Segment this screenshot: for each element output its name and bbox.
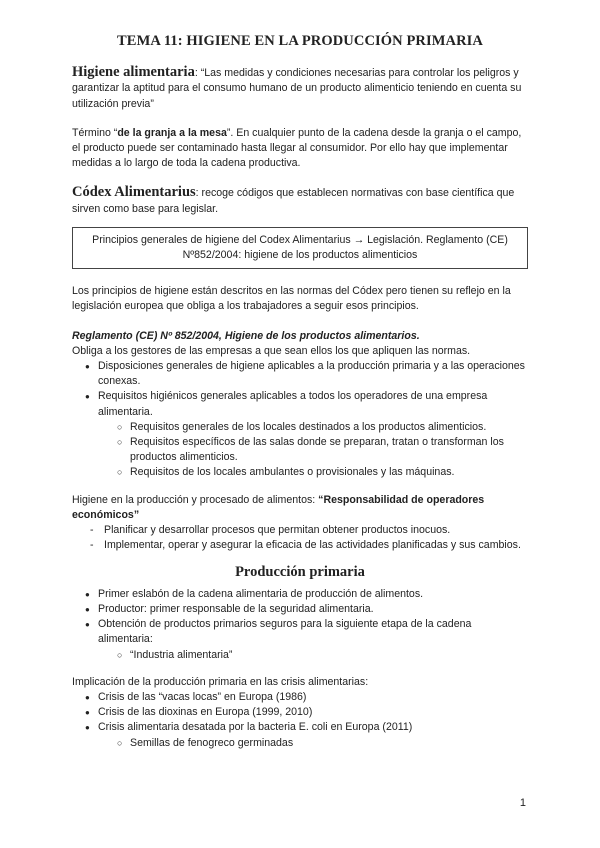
sub-list-item: ○ Requisitos de los locales ambulantes o provisionales y las máquinas.	[72, 465, 528, 480]
box-line-2: Nº852/2004: higiene de los productos alimenticios	[182, 249, 418, 262]
list-item: ● Productor: primer responsable de la seguridad alimentaria.	[72, 602, 528, 617]
sub-list-item: ○ Requisitos específicos de las salas donde se preparan, tratan o transforman los productos alimenticios.	[72, 435, 528, 465]
produccion-sublist	[72, 648, 528, 663]
responsabilidad-paragraph	[72, 493, 528, 523]
page-number: 1	[519, 797, 526, 809]
granja-bold: de la granja a la mesa	[117, 126, 227, 139]
list-item: ● Obtención de productos primarios seguros para la siguiente etapa de la cadena alimentaria:	[72, 617, 528, 647]
sub-list-item: ○ Semillas de fenogreco germinadas	[72, 736, 528, 751]
list-item: ● Disposiciones generales de higiene aplicables a la producción primaria y a las operaciones conexas.	[72, 359, 528, 389]
crisis-list	[72, 690, 528, 736]
legislation-box	[72, 227, 528, 269]
responsabilidad-bold: “Responsabilidad de operadores económicos”	[72, 493, 485, 521]
reglamento-sublist	[72, 420, 528, 481]
produccion-list	[72, 587, 528, 648]
list-item: - Planificar y desarrollar procesos que permitan obtener productos inocuos.	[72, 523, 528, 538]
reglamento-list	[72, 359, 528, 420]
granja-pre: Término “	[72, 126, 118, 139]
granja-post: ”. En cualquier punto de la cadena desde la granja o el campo, el producto puede ser contaminado hasta llegar al consumidor. Por ello hay que implementar medidas a lo largo de toda la cadena productiva.	[72, 126, 522, 170]
list-item: ● Crisis alimentaria desatada por la bacteria E. coli en Europa (2011)	[72, 720, 528, 735]
list-item-text: Requisitos higiénicos generales aplicables a todos los operadores de una empresa alimentaria.	[98, 390, 488, 418]
higiene-paragraph	[72, 65, 528, 112]
responsabilidad-list	[72, 523, 528, 553]
produccion-heading: Producción primaria	[235, 564, 365, 581]
crisis-intro: Implicación de la producción primaria en las crisis alimentarias:	[72, 675, 369, 688]
codex-term: Códex Alimentarius	[72, 184, 196, 201]
granja-paragraph	[72, 126, 528, 172]
box-line-1: Principios generales de higiene del Codex Alimentarius → Legislación. Reglamento (CE)	[92, 233, 508, 246]
responsabilidad-pre: Higiene en la producción y procesado de alimentos:	[72, 493, 319, 506]
principios-paragraph: Los principios de higiene están descritos en las normas del Códex pero tienen su reflejo en la legislación europea que obliga a los trabajadores a seguir esos principios.	[72, 285, 511, 313]
reglamento-heading: Reglamento (CE) Nº 852/2004, Higiene de los productos alimentarios.	[72, 329, 420, 342]
higiene-definition: : “Las medidas y condiciones necesarias para controlar los peligros y garantizar la aptitud para el consumo humano de un producto alimenticio teniendo en cuenta su utilización previa”	[72, 67, 522, 110]
list-item: ● Primer eslabón de la cadena alimentaria de producción de alimentos.	[72, 587, 528, 602]
list-item: ● Crisis de las dioxinas en Europa (1999, 2010)	[72, 705, 528, 720]
page-title: TEMA 11: HIGIENE EN LA PRODUCCIÓN PRIMARIA	[117, 33, 483, 49]
sub-list-item: ○ “Industria alimentaria”	[72, 648, 528, 663]
codex-paragraph	[72, 185, 528, 216]
crisis-sublist	[72, 736, 528, 751]
higiene-term: Higiene alimentaria	[72, 64, 195, 81]
sub-list-item: ○ Requisitos generales de los locales destinados a los productos alimenticios.	[72, 420, 528, 435]
document-page	[72, 34, 528, 751]
reglamento-intro: Obliga a los gestores de las empresas a que sean ellos los que apliquen las normas.	[72, 344, 471, 357]
list-item: - Implementar, operar y asegurar la eficacia de las actividades planificadas y sus cambios.	[72, 538, 528, 553]
codex-definition: : recoge códigos que establecen normativas con base científica que sirven como base para legislar.	[72, 187, 515, 215]
list-item: ● Crisis de las “vacas locas” en Europa (1986)	[72, 690, 528, 705]
list-item	[72, 389, 528, 419]
